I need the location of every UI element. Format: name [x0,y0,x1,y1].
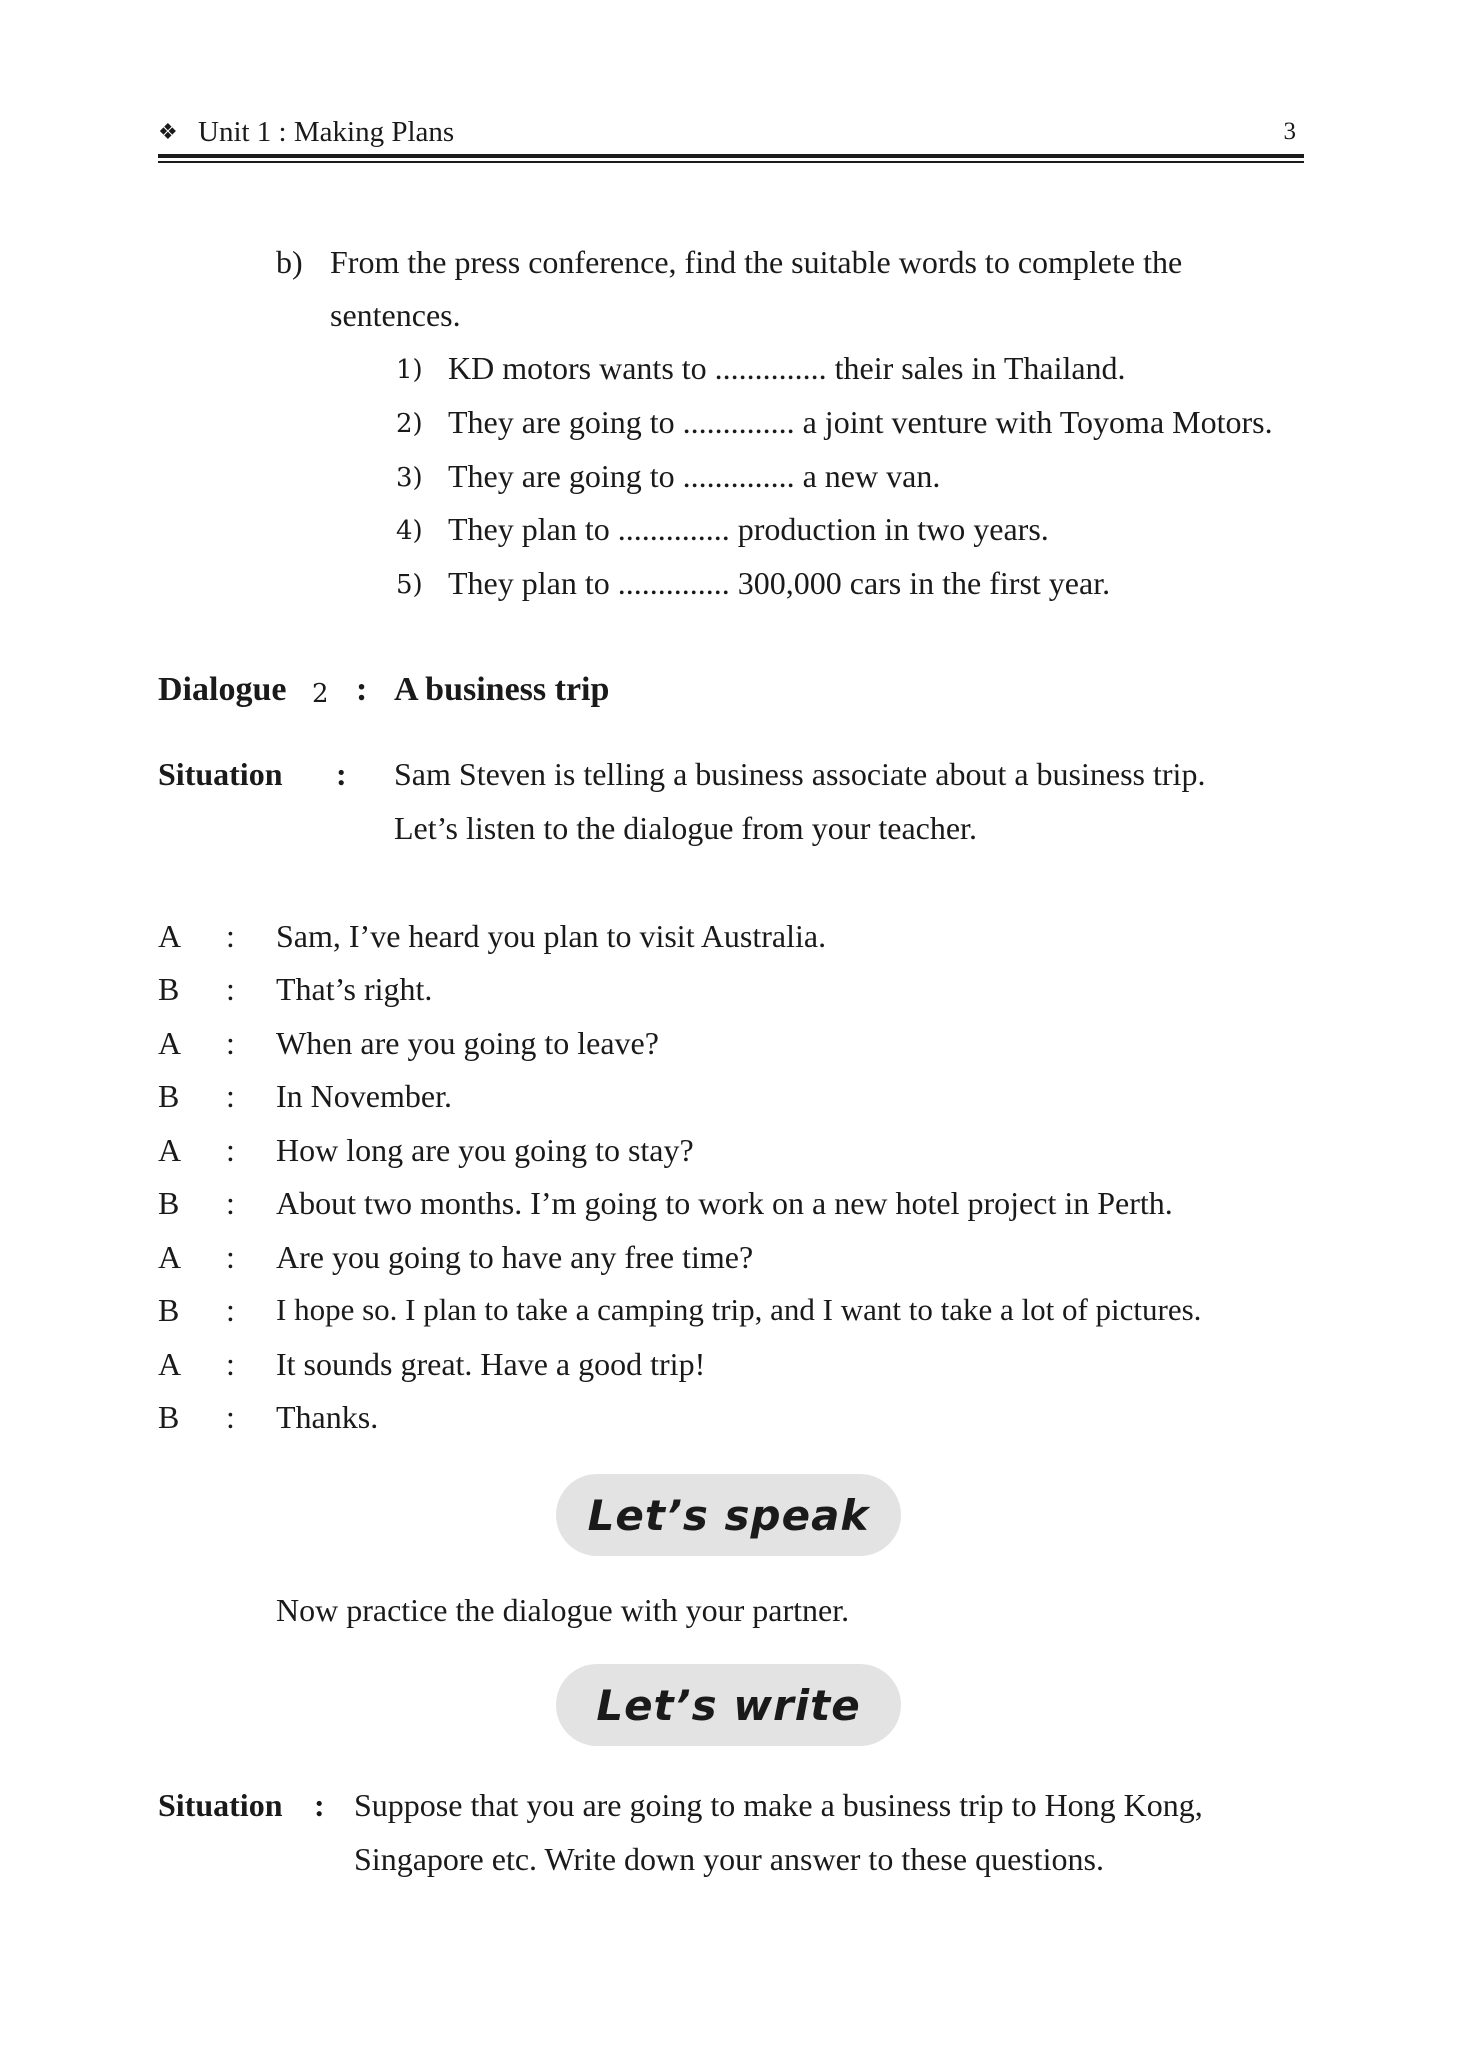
diamond-bullet-icon: ❖ [158,120,178,145]
dialogue-text: Thanks. [276,1399,379,1435]
exercise-item-number: 1) [396,355,423,385]
speaker-colon: : [226,1346,235,1382]
speaker-colon: : [226,1025,235,1061]
page-header [158,116,1304,166]
lets-speak-label: Let’s speak [587,1490,870,1540]
write-situation-line2: Singapore etc. Write down your answer to these questions. [354,1841,1104,1877]
speaker: B [158,1399,180,1435]
exercise-item-text: They plan to .............. 300,000 cars in the first year. [448,565,1111,601]
situation-line2: Let’s listen to the dialogue from your teacher. [394,810,977,846]
speaker-colon: : [226,1239,235,1275]
write-situation-colon: : [314,1787,325,1823]
dialogue-colon: : [356,671,368,708]
exercise-item-text: KD motors wants to .............. their sales in Thailand. [448,350,1126,386]
dialogue-label: Dialogue [158,671,287,708]
exercise-item-number: 2) [396,409,423,439]
header-rule-thin [158,161,1304,163]
speaker-colon: : [226,918,235,954]
dialogue-text: Sam, I’ve heard you plan to visit Australia. [276,918,827,954]
dialogue-number: 2 [312,679,329,709]
exercise-item-number: 3) [396,463,423,493]
speaker: A [158,1132,182,1168]
exercise-item-number: 4) [396,516,423,546]
speaker-colon: : [226,1132,235,1168]
speaker: B [158,971,180,1007]
exercise-b-line1: From the press conference, find the suitable words to complete the [330,244,1183,280]
speaker-colon: : [226,1185,235,1221]
lets-speak-banner [556,1474,901,1556]
exercise-item-text: They are going to .............. a new van. [448,458,941,494]
dialogue-text: I hope so. I plan to take a camping trip, and I want to take a lot of pictures. [276,1292,1202,1327]
speaker-colon: : [226,971,235,1007]
speaker: A [158,918,182,954]
lets-write-label: Let’s write [596,1680,861,1730]
speaker: B [158,1292,180,1328]
situation-colon: : [336,756,347,792]
exercise-item-number: 5) [396,570,423,600]
speaker: B [158,1185,180,1221]
dialogue-text: How long are you going to stay? [276,1132,694,1168]
write-situation-line1: Suppose that you are going to make a business trip to Hong Kong, [354,1787,1203,1823]
header-rule-thick [158,154,1304,158]
dialogue-text: About two months. I’m going to work on a new hotel project in Perth. [276,1185,1173,1221]
speaker-colon: : [226,1399,235,1435]
situation-line1: Sam Steven is telling a business associate about a business trip. [394,756,1206,792]
unit-title: Unit 1 : Making Plans [198,116,455,148]
lets-write-banner [556,1664,901,1746]
dialogue-text: Are you going to have any free time? [276,1239,754,1275]
speak-instruction: Now practice the dialogue with your partner. [276,1592,850,1628]
speaker: A [158,1239,182,1275]
situation-label: Situation [158,756,283,792]
exercise-item-text: They plan to .............. production in two years. [448,511,1049,547]
dialogue-text: When are you going to leave? [276,1025,659,1061]
dialogue-text: That’s right. [276,971,433,1007]
exercise-b-line2: sentences. [330,297,461,333]
write-situation-label: Situation [158,1787,283,1823]
dialogue-title: A business trip [394,671,610,708]
speaker: B [158,1078,180,1114]
exercise-item-text: They are going to .............. a joint venture with Toyoma Motors. [448,404,1273,440]
page-number: 3 [1283,118,1296,145]
exercise-b-label: b) [276,244,303,280]
speaker: A [158,1025,182,1061]
dialogue-text: In November. [276,1078,452,1114]
speaker: A [158,1346,182,1382]
speaker-colon: : [226,1078,235,1114]
speaker-colon: : [226,1292,235,1328]
dialogue-text: It sounds great. Have a good trip! [276,1346,706,1382]
